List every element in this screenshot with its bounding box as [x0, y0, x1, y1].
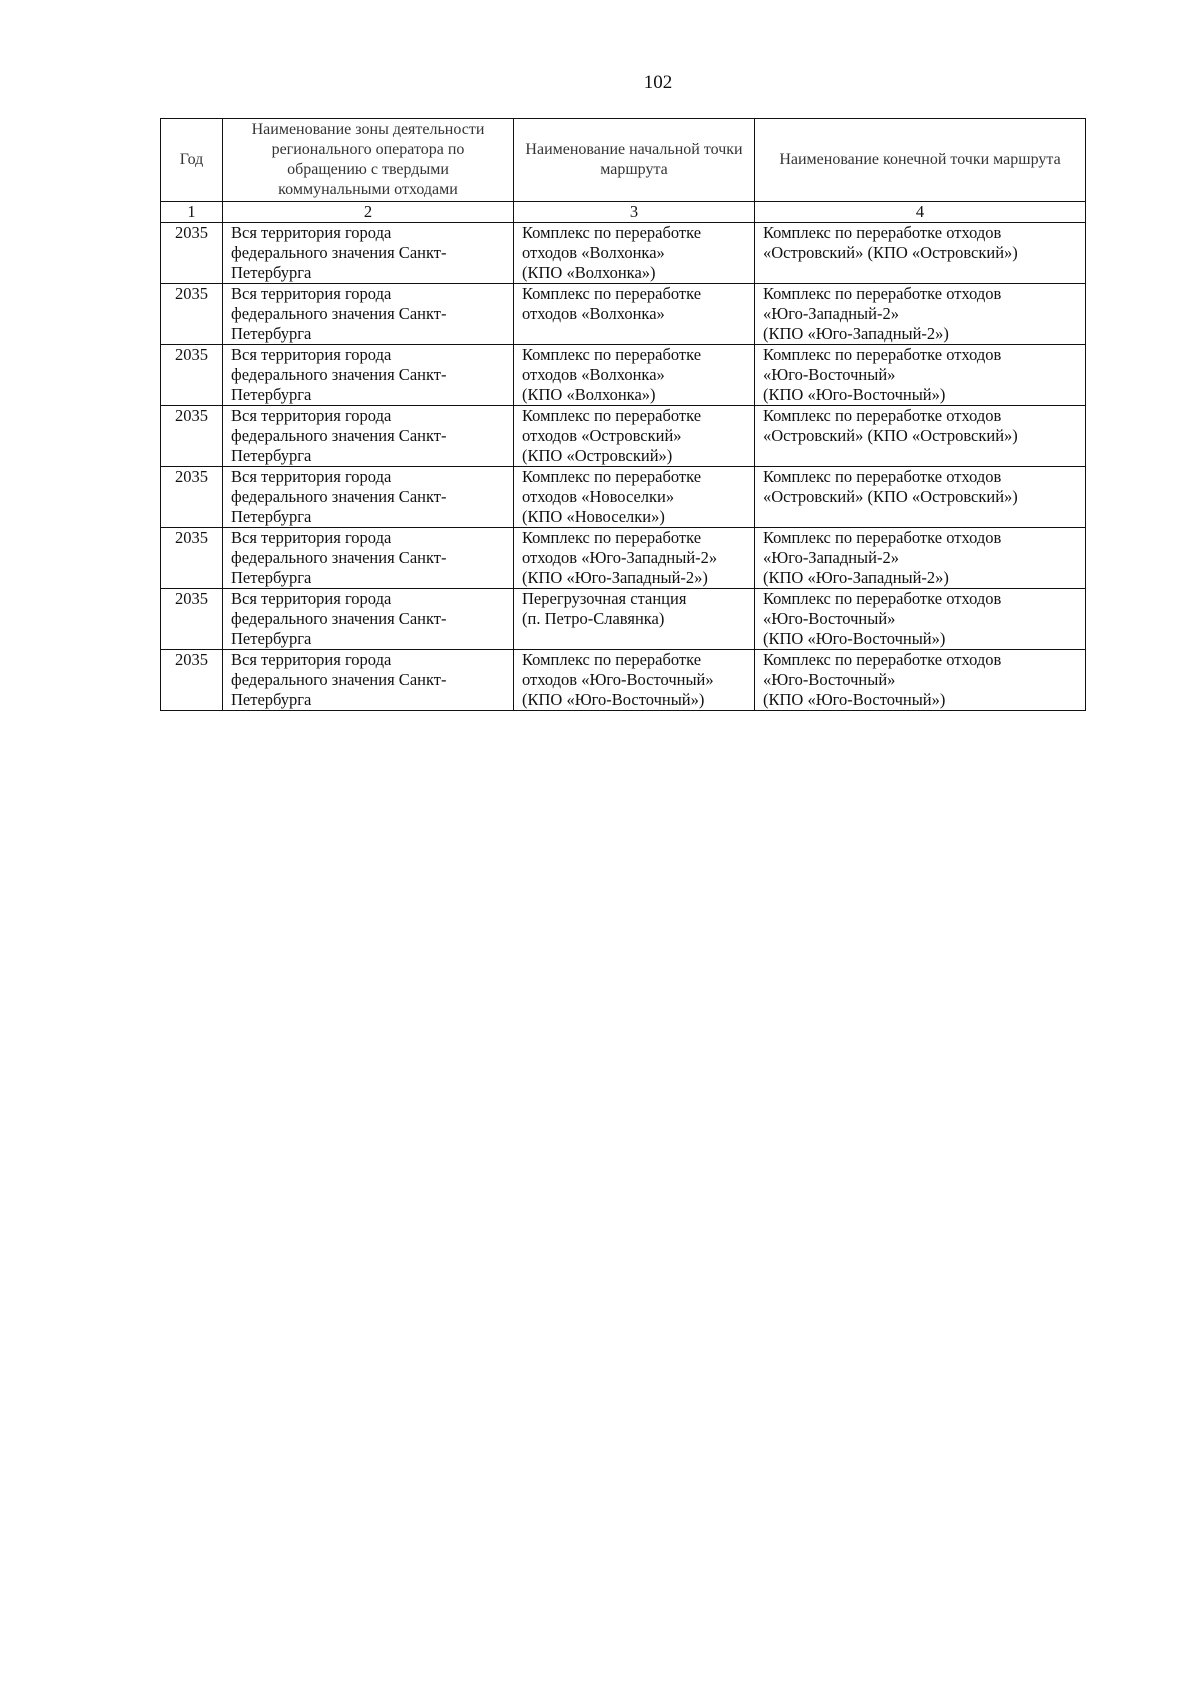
start-point-cell — [514, 650, 755, 711]
end-point-cell-line: «Юго-Восточный» — [763, 365, 896, 384]
zone-cell-line: федерального значения Санкт- — [231, 548, 447, 567]
start-point-cell-line: Перегрузочная станция — [522, 589, 687, 608]
end-point-cell-line: (КПО «Юго-Восточный») — [763, 629, 946, 648]
zone-cell-line: Вся территория города — [231, 223, 392, 242]
table-row — [161, 467, 1086, 528]
end-point-cell-line: (КПО «Юго-Восточный») — [763, 385, 946, 404]
start-point-cell-line: Комплекс по переработке — [522, 467, 702, 486]
zone-cell-line: Петербурга — [231, 507, 312, 526]
end-point-cell-line: «Островский» (КПО «Островский») — [763, 243, 1018, 262]
start-point-cell-line: (КПО «Новоселки») — [522, 507, 665, 526]
end-point-cell-line: «Островский» (КПО «Островский») — [763, 487, 1018, 506]
end-point-cell-line: (КПО «Юго-Восточный») — [763, 690, 946, 709]
table-row — [161, 406, 1086, 467]
zone-cell — [223, 589, 514, 650]
zone-cell-line: федерального значения Санкт- — [231, 365, 447, 384]
year-cell: 2035 — [161, 223, 223, 284]
table-row — [161, 345, 1086, 406]
zone-cell-line: федерального значения Санкт- — [231, 304, 447, 323]
year-cell: 2035 — [161, 284, 223, 345]
zone-cell-line: Петербурга — [231, 263, 312, 282]
zone-cell-line: Петербурга — [231, 385, 312, 404]
zone-cell-line: Петербурга — [231, 324, 312, 343]
page-number: 102 — [643, 72, 673, 93]
end-point-cell — [755, 345, 1086, 406]
start-point-cell-line: (КПО «Юго-Восточный») — [522, 690, 705, 709]
start-point-cell-line: (КПО «Волхонка») — [522, 263, 656, 282]
zone-cell — [223, 406, 514, 467]
column-number: 3 — [514, 202, 755, 223]
end-point-cell-line: «Юго-Восточный» — [763, 609, 896, 628]
zone-cell-line: Петербурга — [231, 568, 312, 587]
zone-cell-line: федерального значения Санкт- — [231, 426, 447, 445]
zone-cell-line: федерального значения Санкт- — [231, 670, 447, 689]
start-point-cell-line: Комплекс по переработке — [522, 406, 702, 425]
start-point-cell — [514, 528, 755, 589]
start-point-cell-line: отходов «Волхонка» — [522, 304, 665, 323]
end-point-cell-line: (КПО «Юго-Западный-2») — [763, 568, 949, 587]
end-point-cell — [755, 284, 1086, 345]
start-point-cell-line: отходов «Юго-Восточный» — [522, 670, 714, 689]
end-point-cell — [755, 223, 1086, 284]
end-point-cell-line: Комплекс по переработке отходов — [763, 467, 1002, 486]
zone-cell-line: федерального значения Санкт- — [231, 487, 447, 506]
end-point-cell — [755, 406, 1086, 467]
start-point-cell-line: отходов «Островский» — [522, 426, 682, 445]
start-point-cell-line: (п. Петро-Славянка) — [522, 609, 665, 628]
end-point-cell-line: «Юго-Западный-2» — [763, 548, 899, 567]
zone-cell — [223, 223, 514, 284]
start-point-cell — [514, 284, 755, 345]
zone-cell — [223, 345, 514, 406]
zone-cell-line: Вся территория города — [231, 284, 392, 303]
start-point-cell-line: Комплекс по переработке — [522, 650, 702, 669]
table-header-row — [161, 119, 1086, 202]
start-point-cell — [514, 223, 755, 284]
zone-cell-line: Петербурга — [231, 629, 312, 648]
year-cell: 2035 — [161, 528, 223, 589]
end-point-cell — [755, 589, 1086, 650]
zone-cell — [223, 528, 514, 589]
column-number: 1 — [161, 202, 223, 223]
header-end-point: Наименование конечной точки маршрута — [755, 119, 1086, 202]
start-point-cell-line: отходов «Новоселки» — [522, 487, 675, 506]
zone-cell — [223, 467, 514, 528]
column-number: 4 — [755, 202, 1086, 223]
zone-cell-line: Вся территория города — [231, 406, 392, 425]
end-point-cell-line: Комплекс по переработке отходов — [763, 589, 1002, 608]
start-point-cell-line: Комплекс по переработке — [522, 284, 702, 303]
zone-cell — [223, 284, 514, 345]
end-point-cell-line: Комплекс по переработке отходов — [763, 345, 1002, 364]
zone-cell-line: Вся территория города — [231, 345, 392, 364]
table-row — [161, 650, 1086, 711]
year-cell: 2035 — [161, 345, 223, 406]
zone-cell-line: Вся территория города — [231, 467, 392, 486]
start-point-cell — [514, 467, 755, 528]
column-number: 2 — [223, 202, 514, 223]
end-point-cell-line: «Островский» (КПО «Островский») — [763, 426, 1018, 445]
table-row — [161, 223, 1086, 284]
zone-cell-line: Вся территория города — [231, 528, 392, 547]
end-point-cell-line: Комплекс по переработке отходов — [763, 223, 1002, 242]
route-table — [160, 118, 1086, 711]
zone-cell-line: федерального значения Санкт- — [231, 609, 447, 628]
year-cell: 2035 — [161, 650, 223, 711]
table-row — [161, 284, 1086, 345]
start-point-cell-line: Комплекс по переработке — [522, 223, 702, 242]
year-cell: 2035 — [161, 467, 223, 528]
start-point-cell-line: отходов «Волхонка» — [522, 243, 665, 262]
year-cell: 2035 — [161, 406, 223, 467]
start-point-cell-line: Комплекс по переработке — [522, 345, 702, 364]
end-point-cell-line: Комплекс по переработке отходов — [763, 528, 1002, 547]
end-point-cell-line: «Юго-Восточный» — [763, 670, 896, 689]
year-cell: 2035 — [161, 589, 223, 650]
zone-cell-line: Петербурга — [231, 446, 312, 465]
start-point-cell-line: Комплекс по переработке — [522, 528, 702, 547]
end-point-cell — [755, 650, 1086, 711]
header-zone: Наименование зоны деятельности регионального оператора по обращению с твердыми коммунальными отходами — [223, 119, 514, 202]
zone-cell-line: федерального значения Санкт- — [231, 243, 447, 262]
start-point-cell-line: (КПО «Юго-Западный-2») — [522, 568, 708, 587]
zone-cell-line: Вся территория города — [231, 589, 392, 608]
column-number-row — [161, 202, 1086, 223]
end-point-cell-line: «Юго-Западный-2» — [763, 304, 899, 323]
end-point-cell-line: (КПО «Юго-Западный-2») — [763, 324, 949, 343]
end-point-cell-line: Комплекс по переработке отходов — [763, 284, 1002, 303]
start-point-cell-line: (КПО «Островский») — [522, 446, 673, 465]
end-point-cell — [755, 528, 1086, 589]
header-start-point: Наименование начальной точки маршрута — [514, 119, 755, 202]
start-point-cell-line: (КПО «Волхонка») — [522, 385, 656, 404]
table-row — [161, 589, 1086, 650]
end-point-cell-line: Комплекс по переработке отходов — [763, 650, 1002, 669]
table-row — [161, 528, 1086, 589]
start-point-cell — [514, 345, 755, 406]
zone-cell — [223, 650, 514, 711]
end-point-cell-line: Комплекс по переработке отходов — [763, 406, 1002, 425]
start-point-cell-line: отходов «Волхонка» — [522, 365, 665, 384]
start-point-cell — [514, 589, 755, 650]
start-point-cell-line: отходов «Юго-Западный-2» — [522, 548, 718, 567]
header-year: Год — [161, 119, 223, 202]
zone-cell-line: Петербурга — [231, 690, 312, 709]
end-point-cell — [755, 467, 1086, 528]
table-body — [161, 223, 1086, 711]
start-point-cell — [514, 406, 755, 467]
zone-cell-line: Вся территория города — [231, 650, 392, 669]
